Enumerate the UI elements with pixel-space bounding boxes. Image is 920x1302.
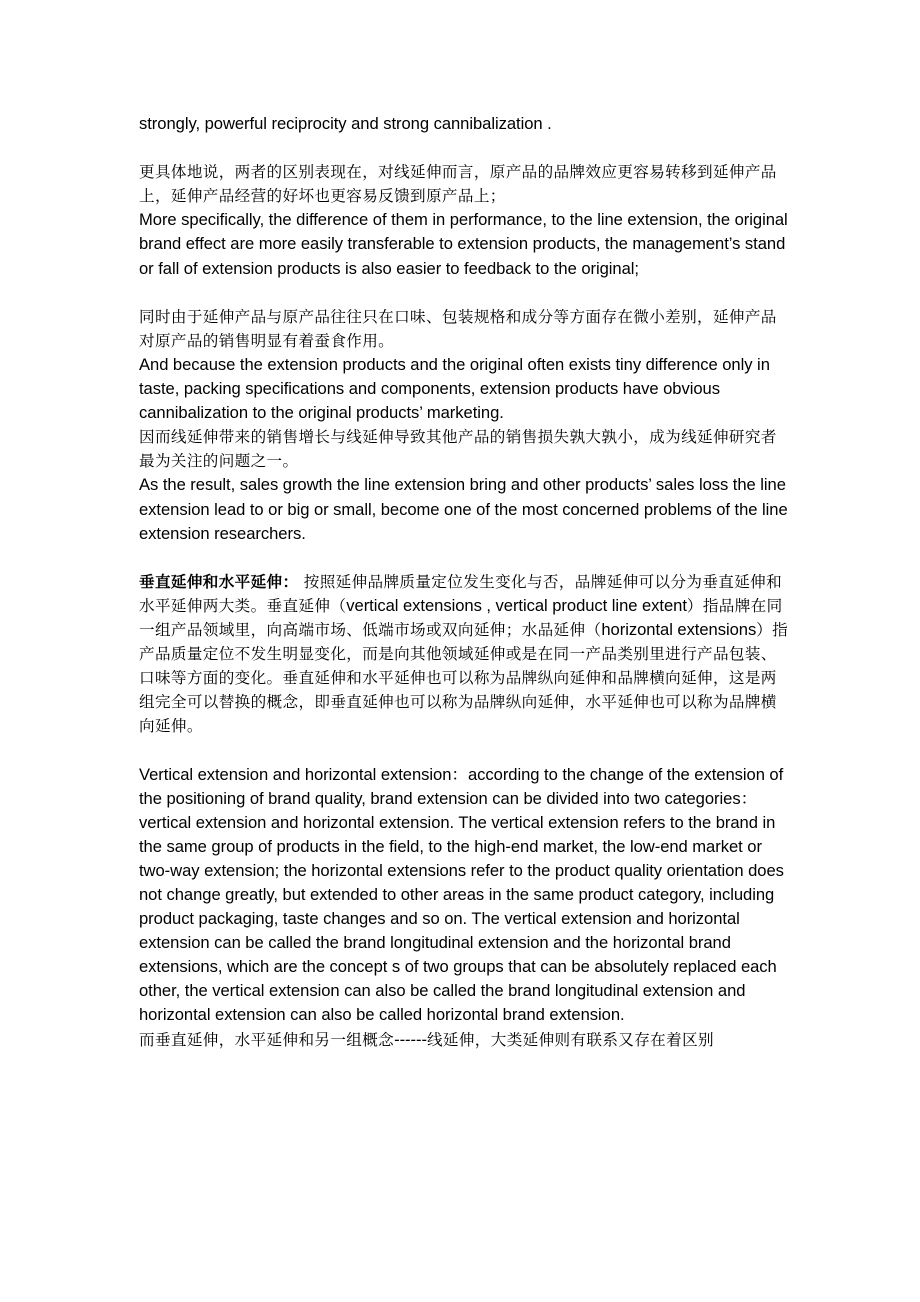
paragraph-gap bbox=[139, 738, 789, 762]
text-run: 而垂直延伸，水平延伸和另一组概念 bbox=[139, 1030, 395, 1049]
paragraph-chinese: 更具体地说，两者的区别表现在，对线延伸而言，原产品的品牌效应更容易转移到延伸产品上，延伸产品经营的好坏也更容易反馈到原产品上； bbox=[139, 163, 777, 206]
text-run-latin: horizontal extensions bbox=[601, 619, 757, 639]
text-run: vertical extension and horizontal extension. The vertical extension refers to the brand in the same group of products in the field, to the high-end market, the low-end market or two-way extension; the horizontal extensions refer to the product quality orientation does not change greatly, but extended to other areas in the same product category, including product packaging, taste changes and so on. The vertical extension and horizontal extension can be called the brand longitudinal extension and the horizontal brand extensions, which are the concept s of two groups that can be absolutely replaced each other, the vertical extension can also be called the brand longitudinal extension and horizontal extension can also be called horizontal brand extension. bbox=[139, 812, 784, 1025]
text-run: 按照延伸品牌质量定位发生变化与否，品牌延伸可以分为垂直延伸和水平延伸两大类。垂直延伸（ bbox=[139, 572, 783, 615]
text-run-latin: vertical extensions , vertical product line extent bbox=[346, 595, 687, 615]
text-run: Vertical extension and horizontal extension bbox=[139, 764, 452, 784]
text-run-colon: ： bbox=[451, 764, 468, 784]
paragraph-chinese: 同时由于延伸产品与原产品往往只在口味、包装规格和成分等方面存在微小差别，延伸产品对原产品的销售明显有着蚕食作用。 bbox=[139, 307, 777, 350]
paragraph-english: More specifically, the difference of them in performance, to the line extension, the original brand effect are more easily transferable to extension products, the management’s stand or fall of extension products is also easier to feedback to the original; bbox=[139, 210, 788, 278]
text-run: according to the change of the extension of the positioning of brand quality, brand extension can be divided into two categories bbox=[139, 764, 784, 808]
section-heading: 垂直延伸和水平延伸： bbox=[139, 571, 299, 591]
text-run: ）指品牌在同一组产品领域里，向高端市场、低端市场或双向延伸；水品延伸（ bbox=[139, 596, 783, 639]
paragraph-english: As the result, sales growth the line extension bring and other products’ sales loss the line extension lead to or big or small, become one of the most concerned problems of the line extension researchers. bbox=[139, 475, 788, 543]
text-run: ）指产品质量定位不发生明显变化，而是向其他领域延伸或是在同一产品类别里进行产品包装、口味等方面的变化。垂直延伸和水平延伸也可以称为品牌纵向延伸和品牌横向延伸，这是两组完全可以替换的概念，即垂直延伸也可以称为品牌纵向延伸，水平延伸也可以称为品牌横向延伸。 bbox=[139, 620, 789, 736]
paragraph-chinese: 因而线延伸带来的销售增长与线延伸导致其他产品的销售损失孰大孰小，成为线延伸研究者最为关注的问题之一。 bbox=[139, 428, 777, 471]
text-run-colon: ： bbox=[740, 788, 758, 808]
section-paragraph-chinese bbox=[139, 570, 789, 739]
section-paragraph-english bbox=[139, 763, 789, 1028]
paragraph-gap bbox=[139, 136, 789, 160]
text-run: 线延伸，大类延伸则有联系又存在着区别 bbox=[426, 1030, 714, 1049]
paragraph-gap bbox=[139, 281, 789, 305]
text-run-latin: ------ bbox=[394, 1029, 427, 1049]
document-page bbox=[139, 112, 789, 1052]
paragraph-english: strongly, powerful reciprocity and strong cannibalization . bbox=[139, 114, 552, 133]
paragraph-english: And because the extension products and the original often exists tiny difference only in taste, packing specifications and components, extension products have obvious cannibalization to the original products’ marketing. bbox=[139, 354, 770, 423]
paragraph-gap bbox=[139, 546, 789, 570]
paragraph-chinese bbox=[139, 1028, 789, 1052]
